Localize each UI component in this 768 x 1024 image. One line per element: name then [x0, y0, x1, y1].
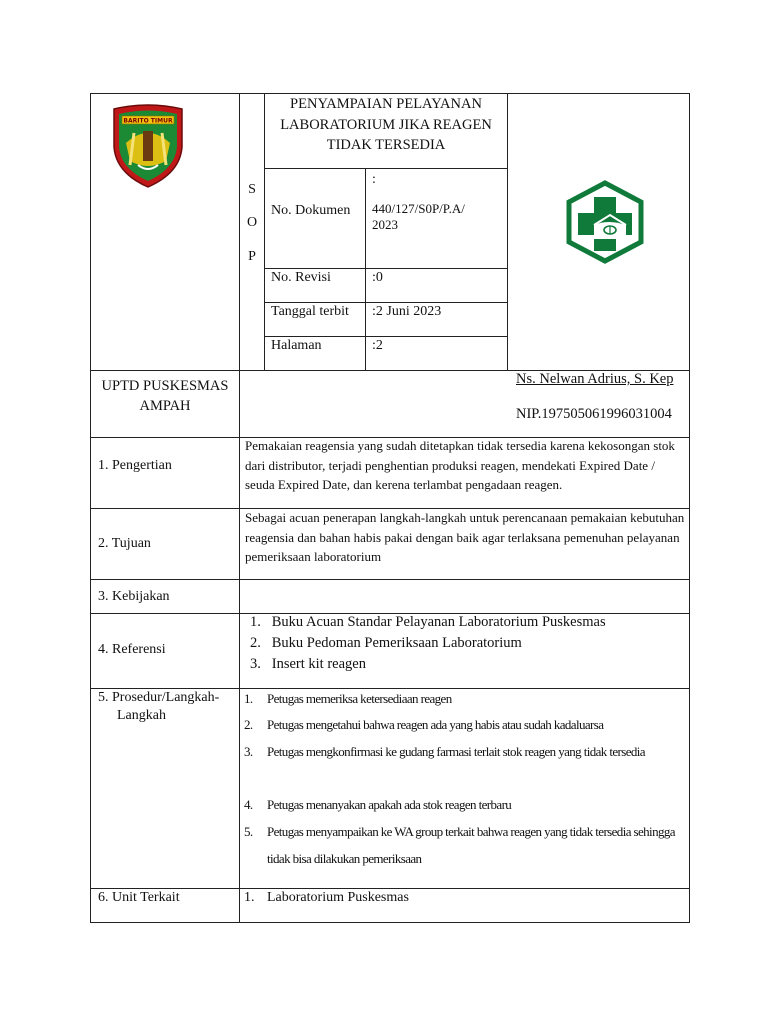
- divider-field-column: [365, 168, 366, 370]
- sop-letter-s: S: [248, 182, 256, 197]
- field-colon-dokumen: :: [372, 172, 376, 187]
- unit-item: Laboratorium Puskesmas: [267, 890, 409, 905]
- divider-sop-column: [264, 93, 265, 370]
- field-label-tanggal: Tanggal terbit: [271, 304, 349, 319]
- step-number: 4.: [244, 797, 253, 812]
- sop-letter-p: P: [248, 249, 256, 264]
- step-text: Petugas menyampaikan ke WA group terkait bahwa reagen yang tidak tersedia sehingga tidak bisa dilakukan pemeriksaan: [267, 824, 675, 866]
- field-value-halaman: :2: [372, 338, 383, 353]
- step-text: Petugas menanyakan apakah ada stok reagen terbaru: [267, 797, 512, 812]
- divider-title: [264, 168, 508, 169]
- sop-letter-o: O: [246, 215, 258, 230]
- section-label-unit-terkait: 6. Unit Terkait: [98, 890, 180, 905]
- border-bottom: [90, 922, 690, 923]
- divider-tujuan: [90, 579, 690, 580]
- step-number: 1.: [244, 691, 253, 706]
- section-text-pengertian: Pemakaian reagensia yang sudah ditetapkan tidak tersedia karena kekosongan stok dari distributor, terjadi penghentian produksi reagen, mendekati Expired Date / seuda Expired Date, dan kerena terlambat pengadaan reagen.: [245, 438, 675, 492]
- step-number: 5.: [244, 824, 253, 839]
- step-text: Petugas memeriksa ketersediaan reagen: [267, 691, 452, 706]
- field-label-revisi: No. Revisi: [271, 270, 331, 285]
- document-title: PENYAMPAIAN PELAYANAN LABORATORIUM JIKA REAGEN TIDAK TERSEDIA: [280, 96, 492, 153]
- step-number: 3.: [244, 744, 253, 759]
- step-text: Petugas mengkonfirmasi ke gudang farmasi terlait stok reagen yang tidak tersedia: [267, 744, 645, 759]
- signatory-name: Ns. Nelwan Adrius, S. Kep: [516, 371, 674, 387]
- institution-line1: UPTD PUSKESMAS: [101, 378, 229, 394]
- divider-logo-column: [507, 93, 508, 370]
- list-item: 2. Buku Pedoman Pemeriksaan Laboratorium: [250, 635, 522, 651]
- signatory-nip: NIP.197505061996031004: [516, 406, 672, 422]
- section-label-prosedur: 5. Prosedur/Langkah-: [98, 690, 220, 705]
- unit-number: 1.: [244, 890, 255, 905]
- section-label-referensi: 4. Referensi: [98, 642, 166, 657]
- field-label-halaman: Halaman: [271, 338, 322, 353]
- step-number: 2.: [244, 717, 253, 732]
- puskesmas-logo-icon: [564, 179, 646, 265]
- section-label-prosedur-line2: Langkah: [117, 708, 166, 723]
- field-value-dokumen: 440/127/S0P/P.A/ 2023: [372, 201, 465, 232]
- field-value-revisi: :0: [372, 270, 383, 285]
- regency-coat-of-arms-icon: [110, 103, 186, 189]
- svg-text:BARITO TIMUR: BARITO TIMUR: [123, 117, 173, 125]
- section-label-kebijakan: 3. Kebijakan: [98, 589, 170, 604]
- section-text-tujuan: Sebagai acuan penerapan langkah-langkah untuk perencanaan pemakaian kebutuhan reagensia dan bahan habis pakai dengan baik agar terlaksana pemenuhan pelayanan pemeriksaan laboratorium: [245, 510, 685, 564]
- institution-line2: AMPAH: [139, 398, 191, 414]
- step-text: Petugas mengetahui bahwa reagen ada yang habis atau sudah kadaluarsa: [267, 717, 604, 732]
- field-value-tanggal: :2 Juni 2023: [372, 304, 442, 319]
- section-label-tujuan: 2. Tujuan: [98, 536, 151, 551]
- field-label-dokumen: No. Dokumen: [271, 203, 351, 218]
- list-item: 3. Insert kit reagen: [250, 656, 366, 672]
- list-item: 1. Buku Acuan Standar Pelayanan Laboratorium Puskesmas: [250, 614, 606, 630]
- section-label-pengertian: 1. Pengertian: [98, 458, 172, 473]
- sop-document: [90, 93, 690, 923]
